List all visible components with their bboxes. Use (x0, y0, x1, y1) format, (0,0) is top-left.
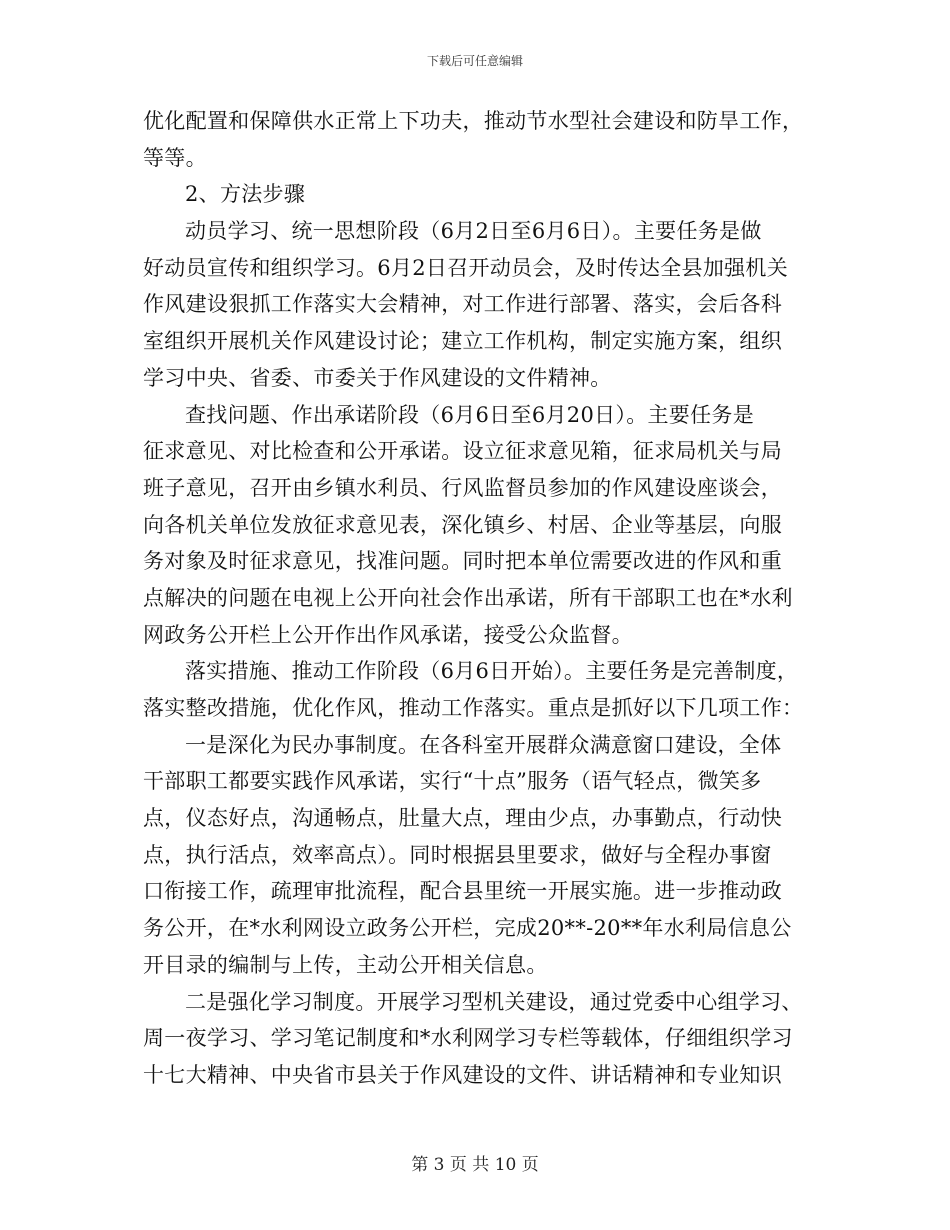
text-line: 向各机关单位发放征求意见表，深化镇乡、村居、企业等基层，向服 (143, 512, 782, 537)
text-line: 周一夜学习、学习笔记制度和*水利网学习专栏等载体，仔细组织学习 (143, 1026, 793, 1051)
text-line: 室组织开展机关作风建设讨论；建立工作机构，制定实施方案，组织 (143, 329, 782, 354)
text-line: 务公开，在*水利网设立政务公开栏，完成20**-20**年水利局信息公 (143, 916, 792, 941)
text-line: 学习中央、省委、市委关于作风建设的文件精神。 (143, 365, 612, 390)
text-line: 等等。 (143, 145, 207, 170)
text-line: 班子意见，召开由乡镇水利员、行风监督员参加的作风建设座谈会， (143, 475, 782, 500)
text-line: 开目录的编制与上传，主动公开相关信息。 (143, 952, 548, 977)
text-line: 一是深化为民办事制度。在各科室开展群众满意窗口建设，全体 (185, 732, 782, 757)
text-line: 口衔接工作，疏理审批流程，配合县里统一开展实施。进一步推动政 (143, 879, 782, 904)
text-line: 务对象及时征求意见，找准问题。同时把本单位需要改进的作风和重 (143, 549, 782, 574)
text-line: 落实整改措施，优化作风，推动工作落实。重点是抓好以下几项工作： (143, 696, 804, 720)
page-header: 下载后可任意编辑 (426, 54, 523, 68)
text-line: 点，仪态好点，沟通畅点，肚量大点，理由少点，办事勤点，行动快 (143, 806, 782, 831)
text-line: 干部职工都要实践作风承诺，实行“十点”服务（语气轻点，微笑多 (143, 769, 762, 794)
text-line: 征求意见、对比检查和公开承诺。设立征求意见箱，征求局机关与局 (143, 439, 782, 464)
text-line: 作风建设狠抓工作落实大会精神，对工作进行部署、落实，会后各科 (143, 292, 782, 317)
text-line: 点解决的问题在电视上公开向社会作出承诺，所有干部职工也在*水利 (143, 585, 793, 610)
text-line: 动员学习、统一思想阶段（6月2日至6月6日）。主要任务是做 (185, 219, 762, 244)
text-line: 点，执行活点，效率高点）。同时根据县里要求，做好与全程办事窗 (143, 842, 772, 867)
text-line: 查找问题、作出承诺阶段（6月6日至6月20日）。主要任务是 (185, 402, 755, 427)
text-line: 优化配置和保障供水正常上下功夫，推动节水型社会建设和防旱工作， (143, 109, 804, 133)
page-number: 第 3 页 共 10 页 (411, 1155, 539, 1175)
text-line: 2、方法步骤 (185, 182, 306, 207)
text-line: 网政务公开栏上公开作出作风承诺，接受公众监督。 (143, 622, 633, 647)
text-line: 好动员宣传和组织学习。6月2日召开动员会，及时传达全县加强机关 (143, 255, 789, 280)
text-line: 落实措施、推动工作阶段（6月6日开始）。主要任务是完善制度， (185, 659, 799, 684)
document-body (143, 103, 811, 1094)
text-line: 十七大精神、中央省市县关于作风建设的文件、讲话精神和专业知识 (143, 1062, 782, 1087)
text-line: 二是强化学习制度。开展学习型机关建设，通过党委中心组学习、 (185, 989, 803, 1014)
